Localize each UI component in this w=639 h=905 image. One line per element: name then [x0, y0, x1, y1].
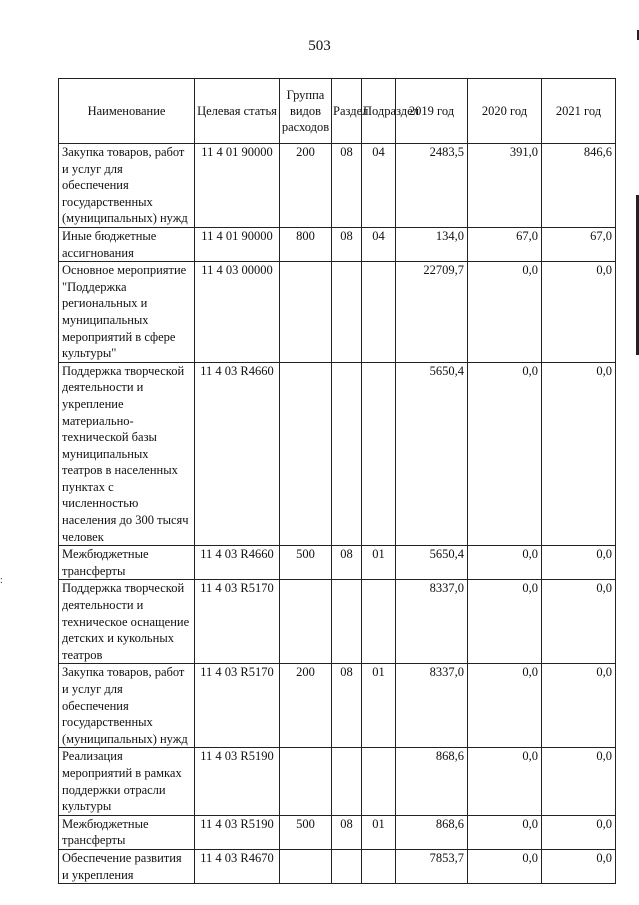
- cell-target-article: 11 4 03 R5170: [195, 580, 280, 664]
- cell-2019: 8337,0: [396, 580, 468, 664]
- cell-expense-group: 500: [280, 815, 332, 849]
- margin-mark: :: [0, 575, 3, 586]
- cell-2020: 0,0: [468, 664, 542, 748]
- cell-section: 08: [332, 664, 362, 748]
- cell-2020: 391,0: [468, 144, 542, 228]
- cell-expense-group: [280, 262, 332, 363]
- table-row: [59, 144, 616, 228]
- cell-2021: 0,0: [542, 580, 616, 664]
- table-row: [59, 849, 616, 883]
- cell-subsection: 01: [362, 815, 396, 849]
- header-2020: 2020 год: [468, 79, 542, 144]
- cell-section: [332, 748, 362, 815]
- cell-target-article: 11 4 01 90000: [195, 227, 280, 261]
- cell-expense-group: [280, 580, 332, 664]
- cell-2020: 0,0: [468, 262, 542, 363]
- table-row: [59, 227, 616, 261]
- cell-2020: 0,0: [468, 849, 542, 883]
- cell-2020: 67,0: [468, 227, 542, 261]
- cell-expense-group: [280, 362, 332, 546]
- cell-target-article: 11 4 03 R5190: [195, 815, 280, 849]
- cell-target-article: 11 4 01 90000: [195, 144, 280, 228]
- table-row: [59, 362, 616, 546]
- cell-subsection: [362, 849, 396, 883]
- cell-name: Основное мероприятие "Поддержка региональных и муниципальных мероприятий в сфере культуры": [59, 262, 195, 363]
- cell-target-article: 11 4 03 00000: [195, 262, 280, 363]
- cell-subsection: 01: [362, 664, 396, 748]
- cell-name: Закупка товаров, работ и услуг для обеспечения государственных (муниципальных) нужд: [59, 664, 195, 748]
- cell-2019: 5650,4: [396, 546, 468, 580]
- table-row: [59, 815, 616, 849]
- cell-2020: 0,0: [468, 815, 542, 849]
- cell-2019: 868,6: [396, 748, 468, 815]
- cell-section: 08: [332, 144, 362, 228]
- cell-expense-group: 200: [280, 664, 332, 748]
- cell-name: Закупка товаров, работ и услуг для обеспечения государственных (муниципальных) нужд: [59, 144, 195, 228]
- cell-2021: 846,6: [542, 144, 616, 228]
- table-row: [59, 580, 616, 664]
- cell-2020: 0,0: [468, 362, 542, 546]
- cell-2021: 0,0: [542, 815, 616, 849]
- cell-section: [332, 362, 362, 546]
- cell-name: Иные бюджетные ассигнования: [59, 227, 195, 261]
- cell-target-article: 11 4 03 R4670: [195, 849, 280, 883]
- table-body: [59, 144, 616, 884]
- cell-expense-group: 800: [280, 227, 332, 261]
- table-row: [59, 664, 616, 748]
- cell-subsection: 04: [362, 144, 396, 228]
- cell-subsection: [362, 362, 396, 546]
- header-target-article: Целевая статья: [195, 79, 280, 144]
- cell-2019: 5650,4: [396, 362, 468, 546]
- cell-2020: 0,0: [468, 748, 542, 815]
- cell-section: 08: [332, 227, 362, 261]
- cell-expense-group: 500: [280, 546, 332, 580]
- cell-2019: 2483,5: [396, 144, 468, 228]
- header-section: Раздел: [332, 79, 362, 144]
- header-name: Наименование: [59, 79, 195, 144]
- cell-2019: 868,6: [396, 815, 468, 849]
- cell-target-article: 11 4 03 R5190: [195, 748, 280, 815]
- cell-section: 08: [332, 815, 362, 849]
- cell-section: [332, 262, 362, 363]
- cell-subsection: [362, 262, 396, 363]
- cell-name: Обеспечение развития и укрепления: [59, 849, 195, 883]
- cell-2019: 22709,7: [396, 262, 468, 363]
- header-2021: 2021 год: [542, 79, 616, 144]
- header-2019: 2019 год: [396, 79, 468, 144]
- page-number: 503: [308, 38, 331, 54]
- cell-name: Межбюджетные трансферты: [59, 815, 195, 849]
- cell-name: Межбюджетные трансферты: [59, 546, 195, 580]
- cell-2021: 0,0: [542, 849, 616, 883]
- cell-section: [332, 580, 362, 664]
- cell-2021: 0,0: [542, 664, 616, 748]
- cell-name: Поддержка творческой деятельности и укрепление материально-технической базы муниципальных театров в населенных пунктах с численностью населения до 300 тысяч человек: [59, 362, 195, 546]
- cell-subsection: [362, 580, 396, 664]
- cell-2019: 7853,7: [396, 849, 468, 883]
- cell-section: [332, 849, 362, 883]
- cell-subsection: [362, 748, 396, 815]
- cell-2020: 0,0: [468, 580, 542, 664]
- cell-expense-group: 200: [280, 144, 332, 228]
- cell-2020: 0,0: [468, 546, 542, 580]
- cell-subsection: 04: [362, 227, 396, 261]
- table-row: [59, 546, 616, 580]
- header-subsection: Подраздел: [362, 79, 396, 144]
- cell-target-article: 11 4 03 R5170: [195, 664, 280, 748]
- cell-target-article: 11 4 03 R4660: [195, 362, 280, 546]
- cell-2021: 0,0: [542, 546, 616, 580]
- header-expense-group: Группа видов расходов: [280, 79, 332, 144]
- cell-expense-group: [280, 748, 332, 815]
- budget-table: [58, 78, 616, 884]
- cell-2019: 8337,0: [396, 664, 468, 748]
- table-row: [59, 262, 616, 363]
- cell-section: 08: [332, 546, 362, 580]
- cell-2021: 0,0: [542, 362, 616, 546]
- cell-target-article: 11 4 03 R4660: [195, 546, 280, 580]
- cell-expense-group: [280, 849, 332, 883]
- cell-subsection: 01: [362, 546, 396, 580]
- cell-name: Реализация мероприятий в рамках поддержки отрасли культуры: [59, 748, 195, 815]
- cell-2021: 0,0: [542, 748, 616, 815]
- cell-2019: 134,0: [396, 227, 468, 261]
- cell-name: Поддержка творческой деятельности и техническое оснащение детских и кукольных театров: [59, 580, 195, 664]
- cell-2021: 0,0: [542, 262, 616, 363]
- table-row: [59, 748, 616, 815]
- cell-2021: 67,0: [542, 227, 616, 261]
- table-header-row: [59, 79, 616, 144]
